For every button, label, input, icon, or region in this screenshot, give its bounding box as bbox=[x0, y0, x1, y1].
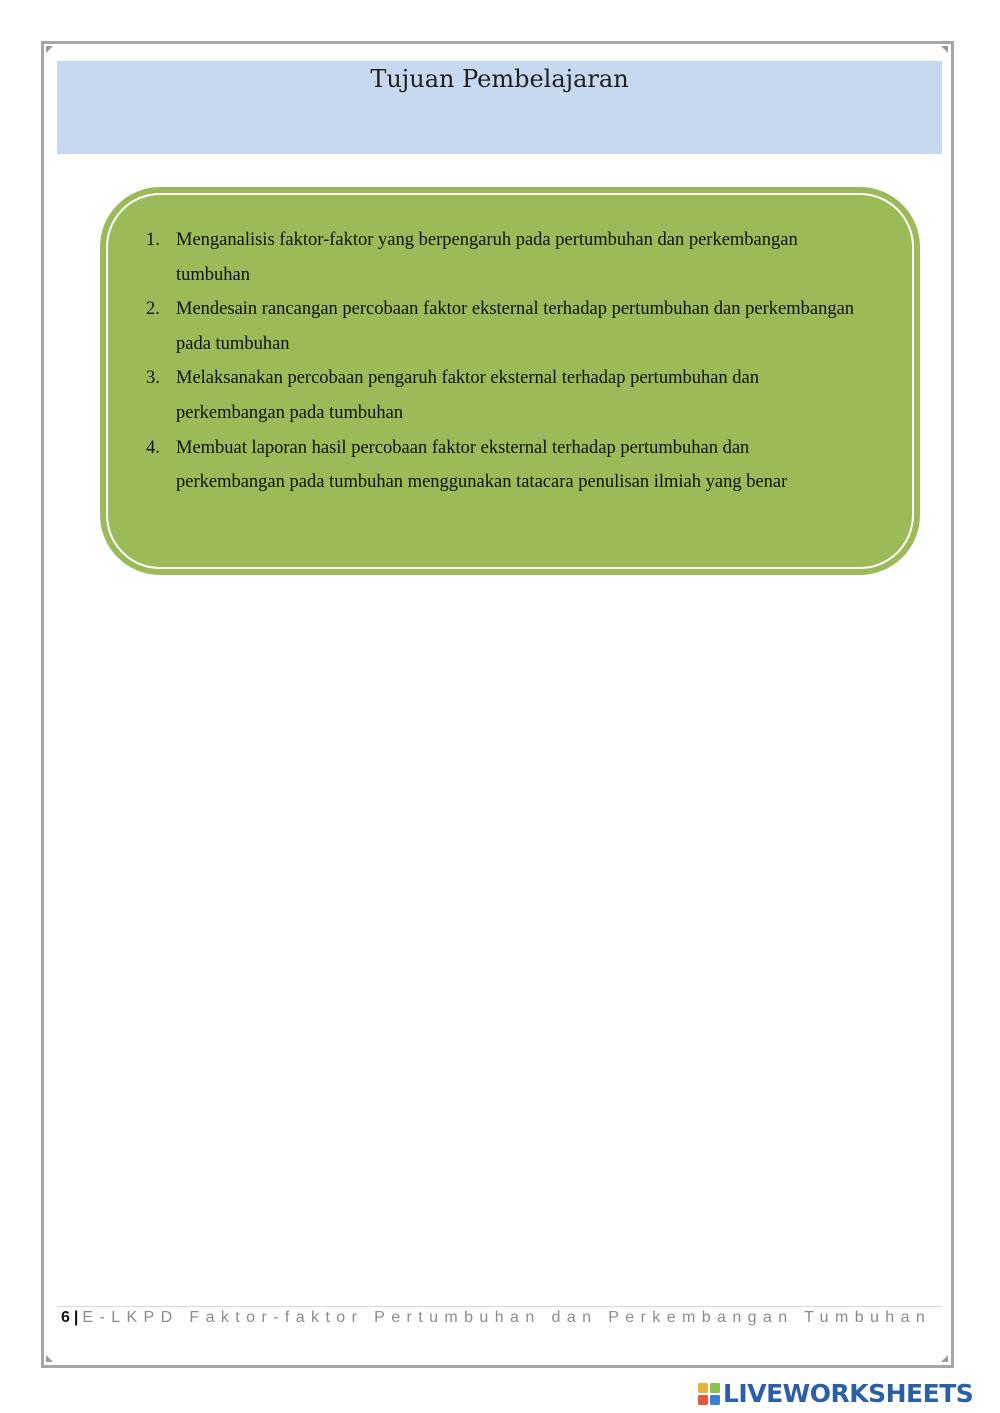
objective-item bbox=[140, 431, 860, 500]
objective-text: Melaksanakan percobaan pengaruh faktor eksternal terhadap pertumbuhan dan perkembangan pada tumbuhan bbox=[176, 368, 760, 423]
footer-divider bbox=[57, 1306, 942, 1307]
footer-separator: | bbox=[73, 1309, 79, 1326]
page-number: 6 bbox=[61, 1309, 70, 1326]
corner-mark-bottom-right bbox=[941, 1355, 948, 1362]
objective-number: 1. bbox=[146, 230, 160, 250]
objective-number: 3. bbox=[146, 368, 160, 389]
corner-mark-top-left bbox=[46, 46, 53, 53]
objectives-box bbox=[100, 187, 920, 575]
title-band bbox=[57, 61, 942, 154]
page-footer bbox=[61, 1309, 931, 1327]
objective-item bbox=[140, 361, 860, 430]
liveworksheets-watermark bbox=[698, 1380, 973, 1408]
footer-document-title: E-LKPD Faktor-faktor Pertumbuhan dan Perkembangan Tumbuhan bbox=[82, 1309, 932, 1326]
objective-text: Mendesain rancangan percobaan faktor eksternal terhadap pertumbuhan dan perkembangan pada tumbuhan bbox=[176, 299, 855, 354]
objective-number: 4. bbox=[146, 437, 160, 458]
objective-text: Membuat laporan hasil percobaan faktor eksternal terhadap pertumbuhan dan perkembangan pada tumbuhan menggunakan tatacara penulisan ilmiah yang benar bbox=[176, 437, 788, 493]
objective-item bbox=[140, 223, 860, 292]
objectives-list bbox=[140, 223, 860, 500]
liveworksheets-logo-icon bbox=[698, 1383, 720, 1405]
corner-mark-bottom-left bbox=[46, 1355, 53, 1362]
objective-number: 2. bbox=[146, 299, 160, 320]
page-title: Tujuan Pembelajaran bbox=[370, 65, 629, 93]
objective-text: Menganalisis faktor-faktor yang berpengaruh pada pertumbuhan dan perkembangan tumbuhan bbox=[176, 230, 798, 285]
corner-mark-top-right bbox=[941, 46, 948, 53]
liveworksheets-brand: LIVEWORKSHEETS bbox=[723, 1379, 974, 1408]
objective-item bbox=[140, 292, 860, 361]
